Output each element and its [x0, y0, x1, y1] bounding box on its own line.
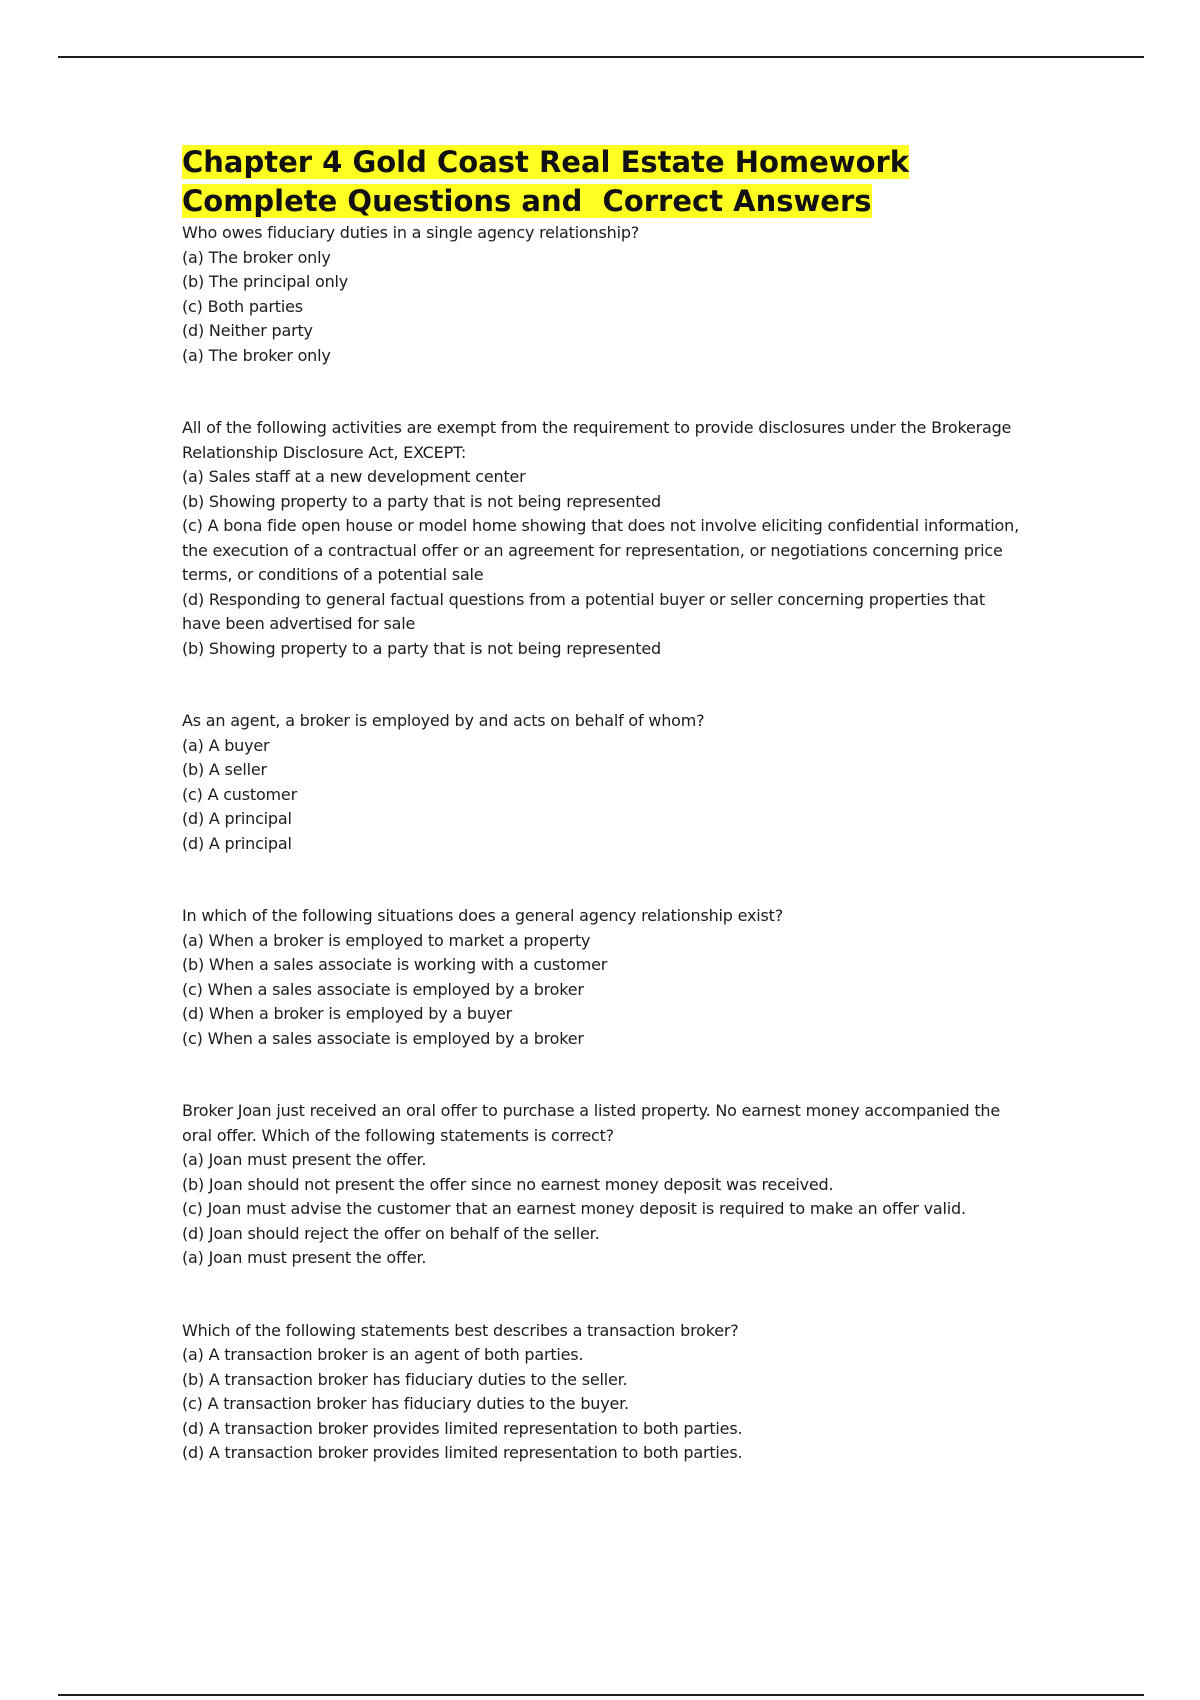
- option-a: (a) A transaction broker is an agent of both parties.: [182, 1345, 584, 1364]
- option-b: (b) The principal only: [182, 272, 349, 291]
- option-d: (d) Responding to general factual questions from a potential buyer or seller concerning properties that have been advertised for sale: [182, 589, 985, 633]
- option-b: (b) A seller: [182, 760, 267, 779]
- question-text: Who owes fiduciary duties in a single agency relationship?: [182, 223, 640, 242]
- option-d: (d) Neither party: [182, 321, 313, 340]
- option-a: (a) Joan must present the offer.: [182, 1150, 427, 1169]
- question-text: Which of the following statements best describes a transaction broker?: [182, 1320, 739, 1340]
- answer-text: (c) When a sales associate is employed by a broker: [182, 1028, 584, 1048]
- option-a: (a) The broker only: [182, 247, 331, 267]
- option-b: (b) Showing property to a party that is not being represented: [182, 491, 661, 511]
- question-block-4: [182, 904, 1022, 1051]
- question-block-1: [182, 221, 1022, 368]
- option-c: (c) A customer: [182, 784, 297, 804]
- option-d: (d) When a broker is employed by a buyer: [182, 1004, 513, 1023]
- option-b: (b) Joan should not present the offer since no earnest money deposit was received.: [182, 1174, 834, 1194]
- answer-text: (b) Showing property to a party that is not being represented: [182, 638, 661, 658]
- option-b: (b) A transaction broker has fiduciary duties to the seller.: [182, 1369, 628, 1389]
- question-block-6: [182, 1319, 1022, 1466]
- option-c: (c) A transaction broker has fiduciary duties to the buyer.: [182, 1394, 629, 1413]
- option-d: (d) Joan should reject the offer on behalf of the seller.: [182, 1223, 600, 1243]
- bottom-rule: [58, 1694, 1144, 1696]
- document-body: [182, 143, 1022, 1466]
- question-block-2: [182, 416, 1022, 661]
- question-block-5: [182, 1099, 1022, 1271]
- top-rule: [58, 56, 1144, 58]
- title-line-2: Complete Questions and Correct Answers: [182, 184, 872, 218]
- question-text: In which of the following situations does a general agency relationship exist?: [182, 906, 783, 925]
- option-c: (c) Both parties: [182, 296, 303, 316]
- option-c: (c) A bona fide open house or model home showing that does not involve eliciting confidential information, the execution of a contractual offer or an agreement for representation, or negotiations concerning price terms, or conditions of a potential sale: [182, 516, 1019, 584]
- option-d: (d) A transaction broker provides limited representation to both parties.: [182, 1418, 743, 1438]
- title-line-1: Chapter 4 Gold Coast Real Estate Homework: [182, 145, 910, 179]
- answer-text: (a) Joan must present the offer.: [182, 1248, 427, 1267]
- option-a: (a) A buyer: [182, 735, 270, 755]
- option-a: (a) When a broker is employed to market a property: [182, 930, 591, 950]
- answer-text: (a) The broker only: [182, 345, 331, 365]
- option-c: (c) When a sales associate is employed by a broker: [182, 979, 584, 999]
- option-c: (c) Joan must advise the customer that an earnest money deposit is required to make an offer valid.: [182, 1199, 966, 1218]
- document-title: [182, 143, 1022, 221]
- question-block-3: [182, 709, 1022, 856]
- question-text: All of the following activities are exempt from the requirement to provide disclosures under the Brokerage Relationship Disclosure Act, EXCEPT:: [182, 418, 1012, 462]
- answer-text: (d) A principal: [182, 833, 292, 853]
- question-text: As an agent, a broker is employed by and acts on behalf of whom?: [182, 711, 705, 730]
- option-a: (a) Sales staff at a new development center: [182, 467, 526, 486]
- option-d: (d) A principal: [182, 809, 292, 828]
- answer-text: (d) A transaction broker provides limited representation to both parties.: [182, 1443, 743, 1462]
- option-b: (b) When a sales associate is working with a customer: [182, 955, 608, 974]
- question-text: Broker Joan just received an oral offer to purchase a listed property. No earnest money accompanied the oral offer. Which of the following statements is correct?: [182, 1101, 1001, 1145]
